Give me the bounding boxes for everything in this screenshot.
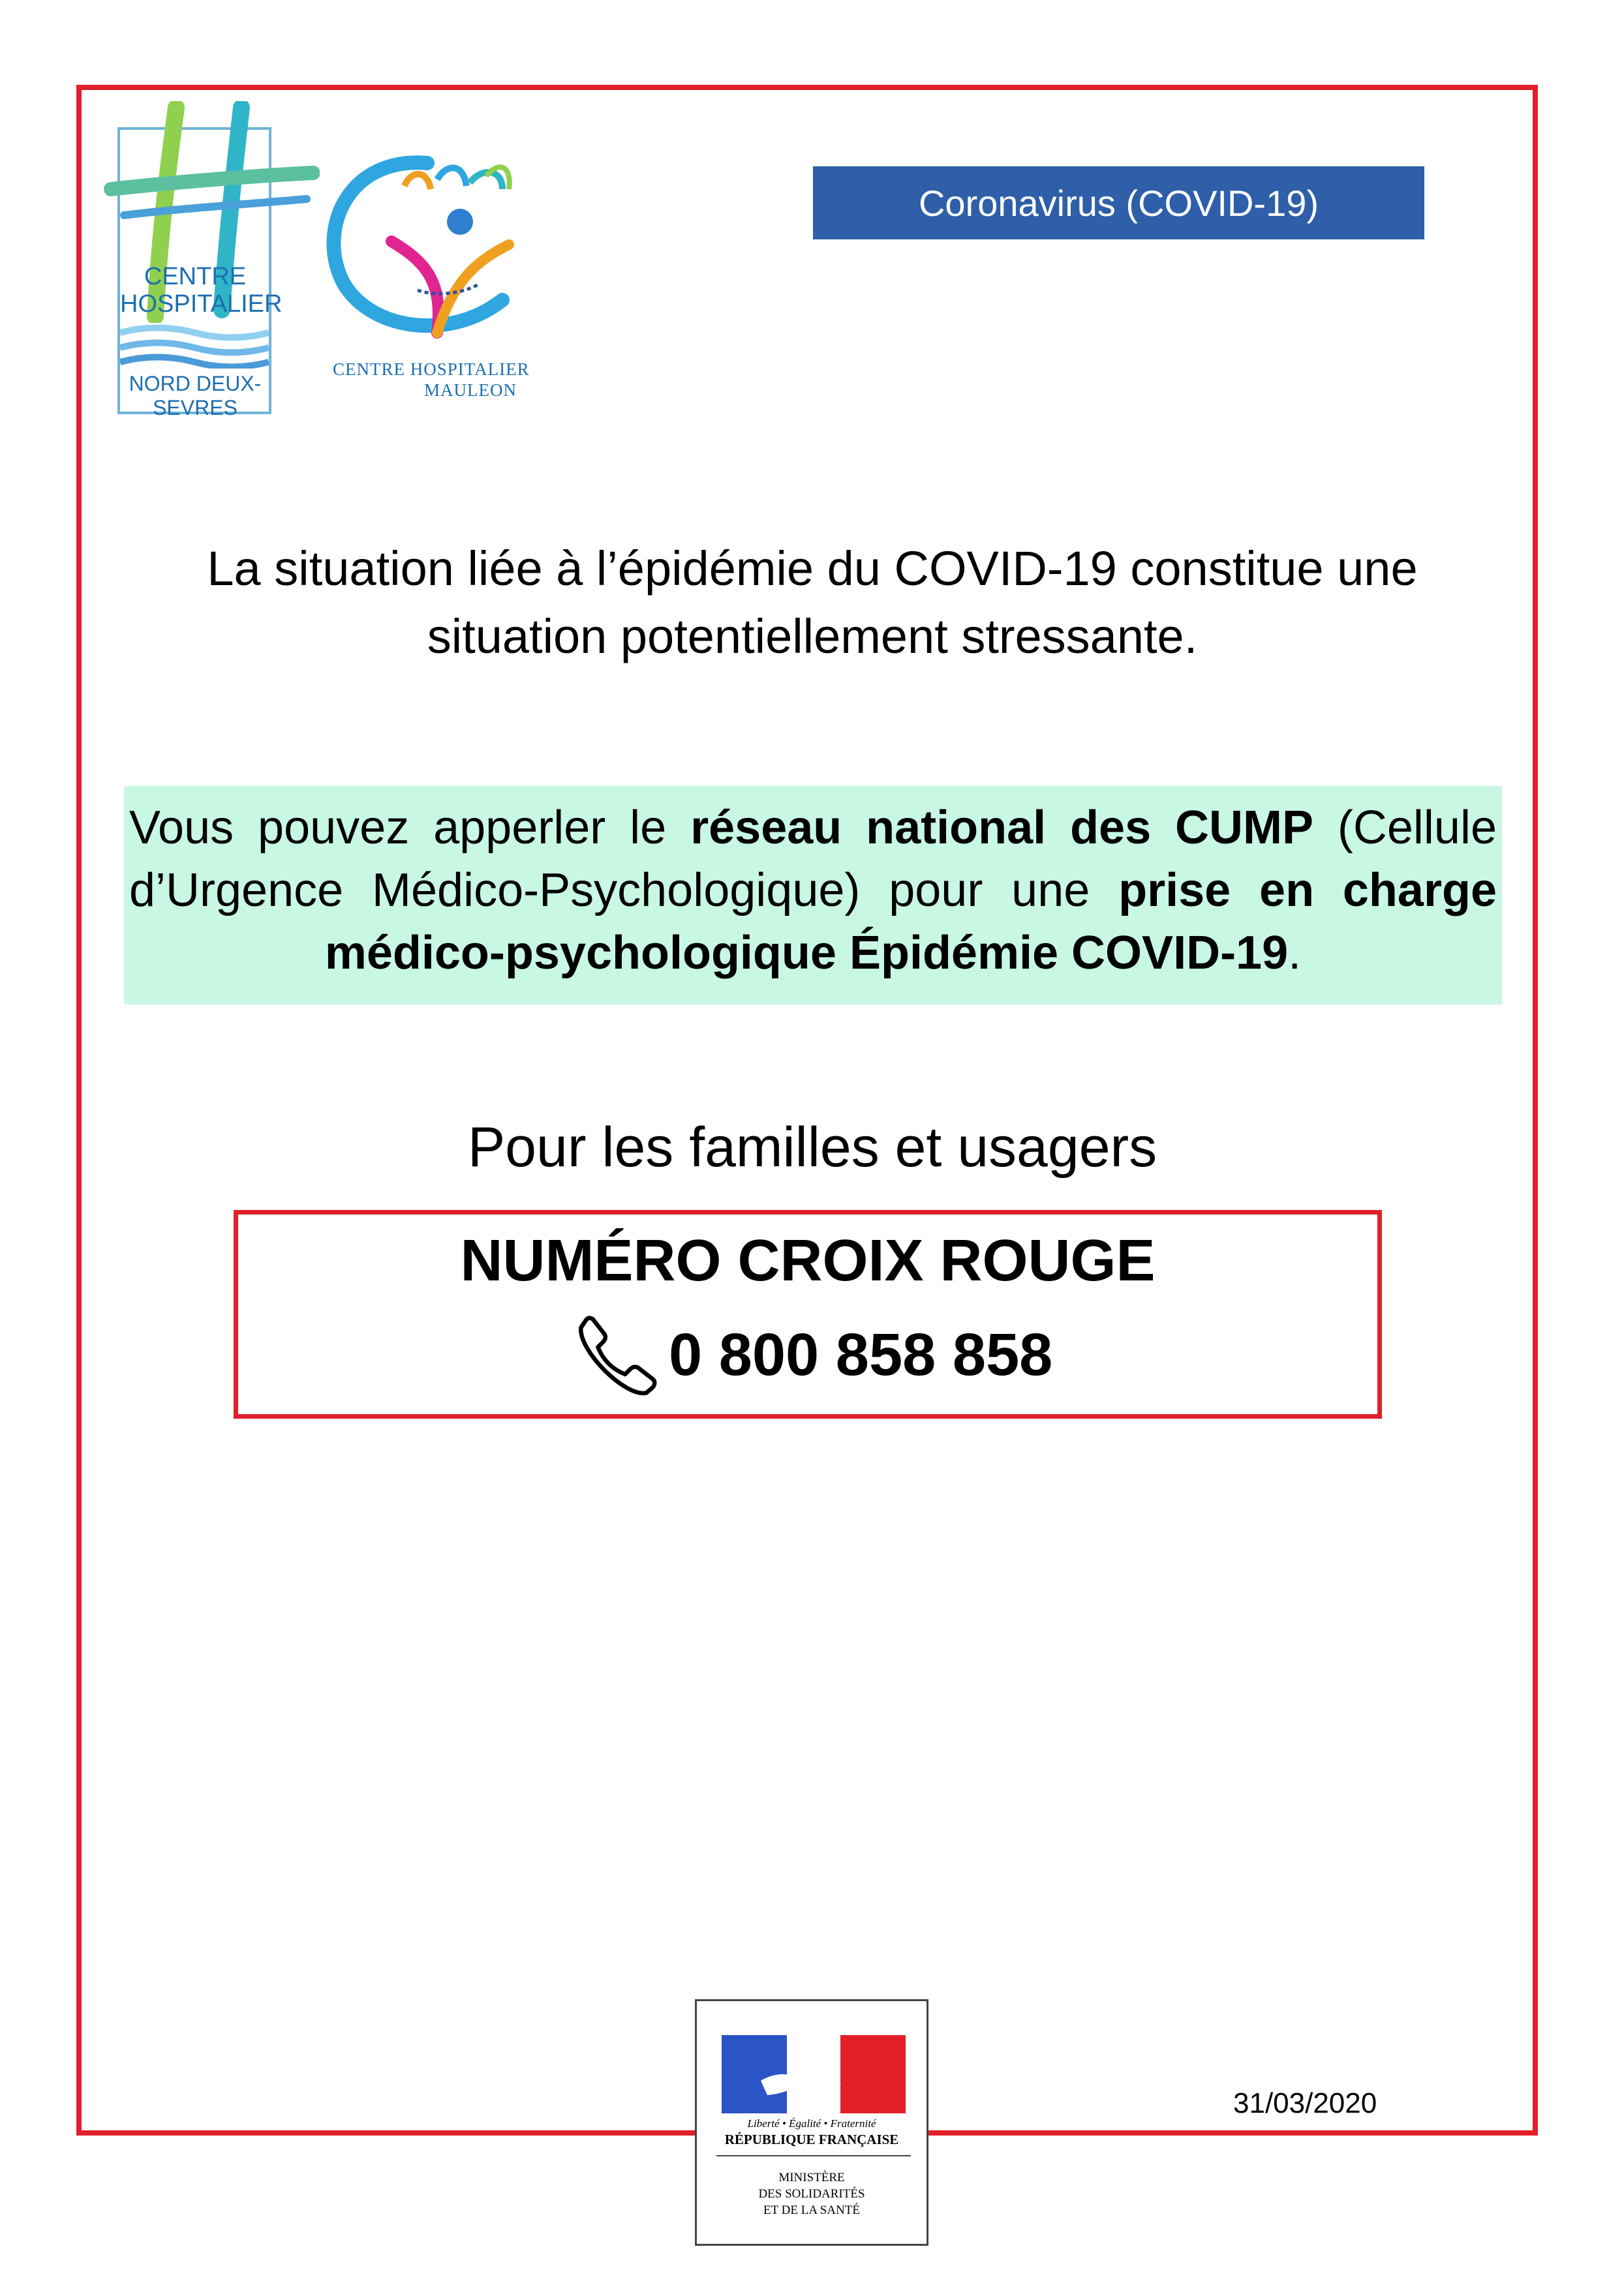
hotline-number: 0 800 858 858 [669, 1321, 1053, 1388]
logo-subtitle: NORD DEUX-SEVRES [129, 372, 262, 419]
republique-francaise-ministry-logo [695, 1999, 928, 2246]
header-badge: Coronavirus (COVID-19) [813, 166, 1424, 239]
families-heading: Pour les familles et usagers [467, 1116, 1157, 1179]
mauleon-figure-icon [313, 150, 548, 352]
centre-hospitalier-mauleon-logo [313, 150, 548, 411]
republic-text: RÉPUBLIQUE FRANÇAISE [724, 2132, 899, 2147]
marianne-flag-icon [722, 2035, 906, 2113]
divider [716, 2155, 911, 2156]
phone-icon [571, 1312, 662, 1397]
cump-highlight-paragraph: Vous pouvez apperler le réseau national des CUMP (Cellule d’Urgence Médico-Psychologique) pour une prise en charge médico-psychologique Épidémie COVID-19. [124, 786, 1502, 1004]
hotline-number-row [571, 1312, 1052, 1397]
devise-text: Liberté • Égalité • Fraternité [747, 2117, 876, 2130]
logo-text: CENTRE HOSPITALIER [120, 263, 283, 318]
document-date: 31/03/2020 [1233, 2087, 1377, 2119]
intro-text: La situation liée à l’épidémie du COVID-19 constitue une situation potentiellement stressante. [207, 541, 1418, 663]
hotline-title: NUMÉRO CROIX ROUGE [460, 1228, 1156, 1293]
hotline-box [234, 1210, 1382, 1419]
logo-text: CENTRE HOSPITALIER MAULEON [333, 359, 530, 400]
ministry-text: MINISTÈRE DES SOLIDARITÉS ET DE LA SANTÉ [758, 2171, 865, 2217]
centre-hospitalier-nord-deux-sevres-logo [98, 101, 320, 419]
waves-icon [120, 323, 269, 369]
